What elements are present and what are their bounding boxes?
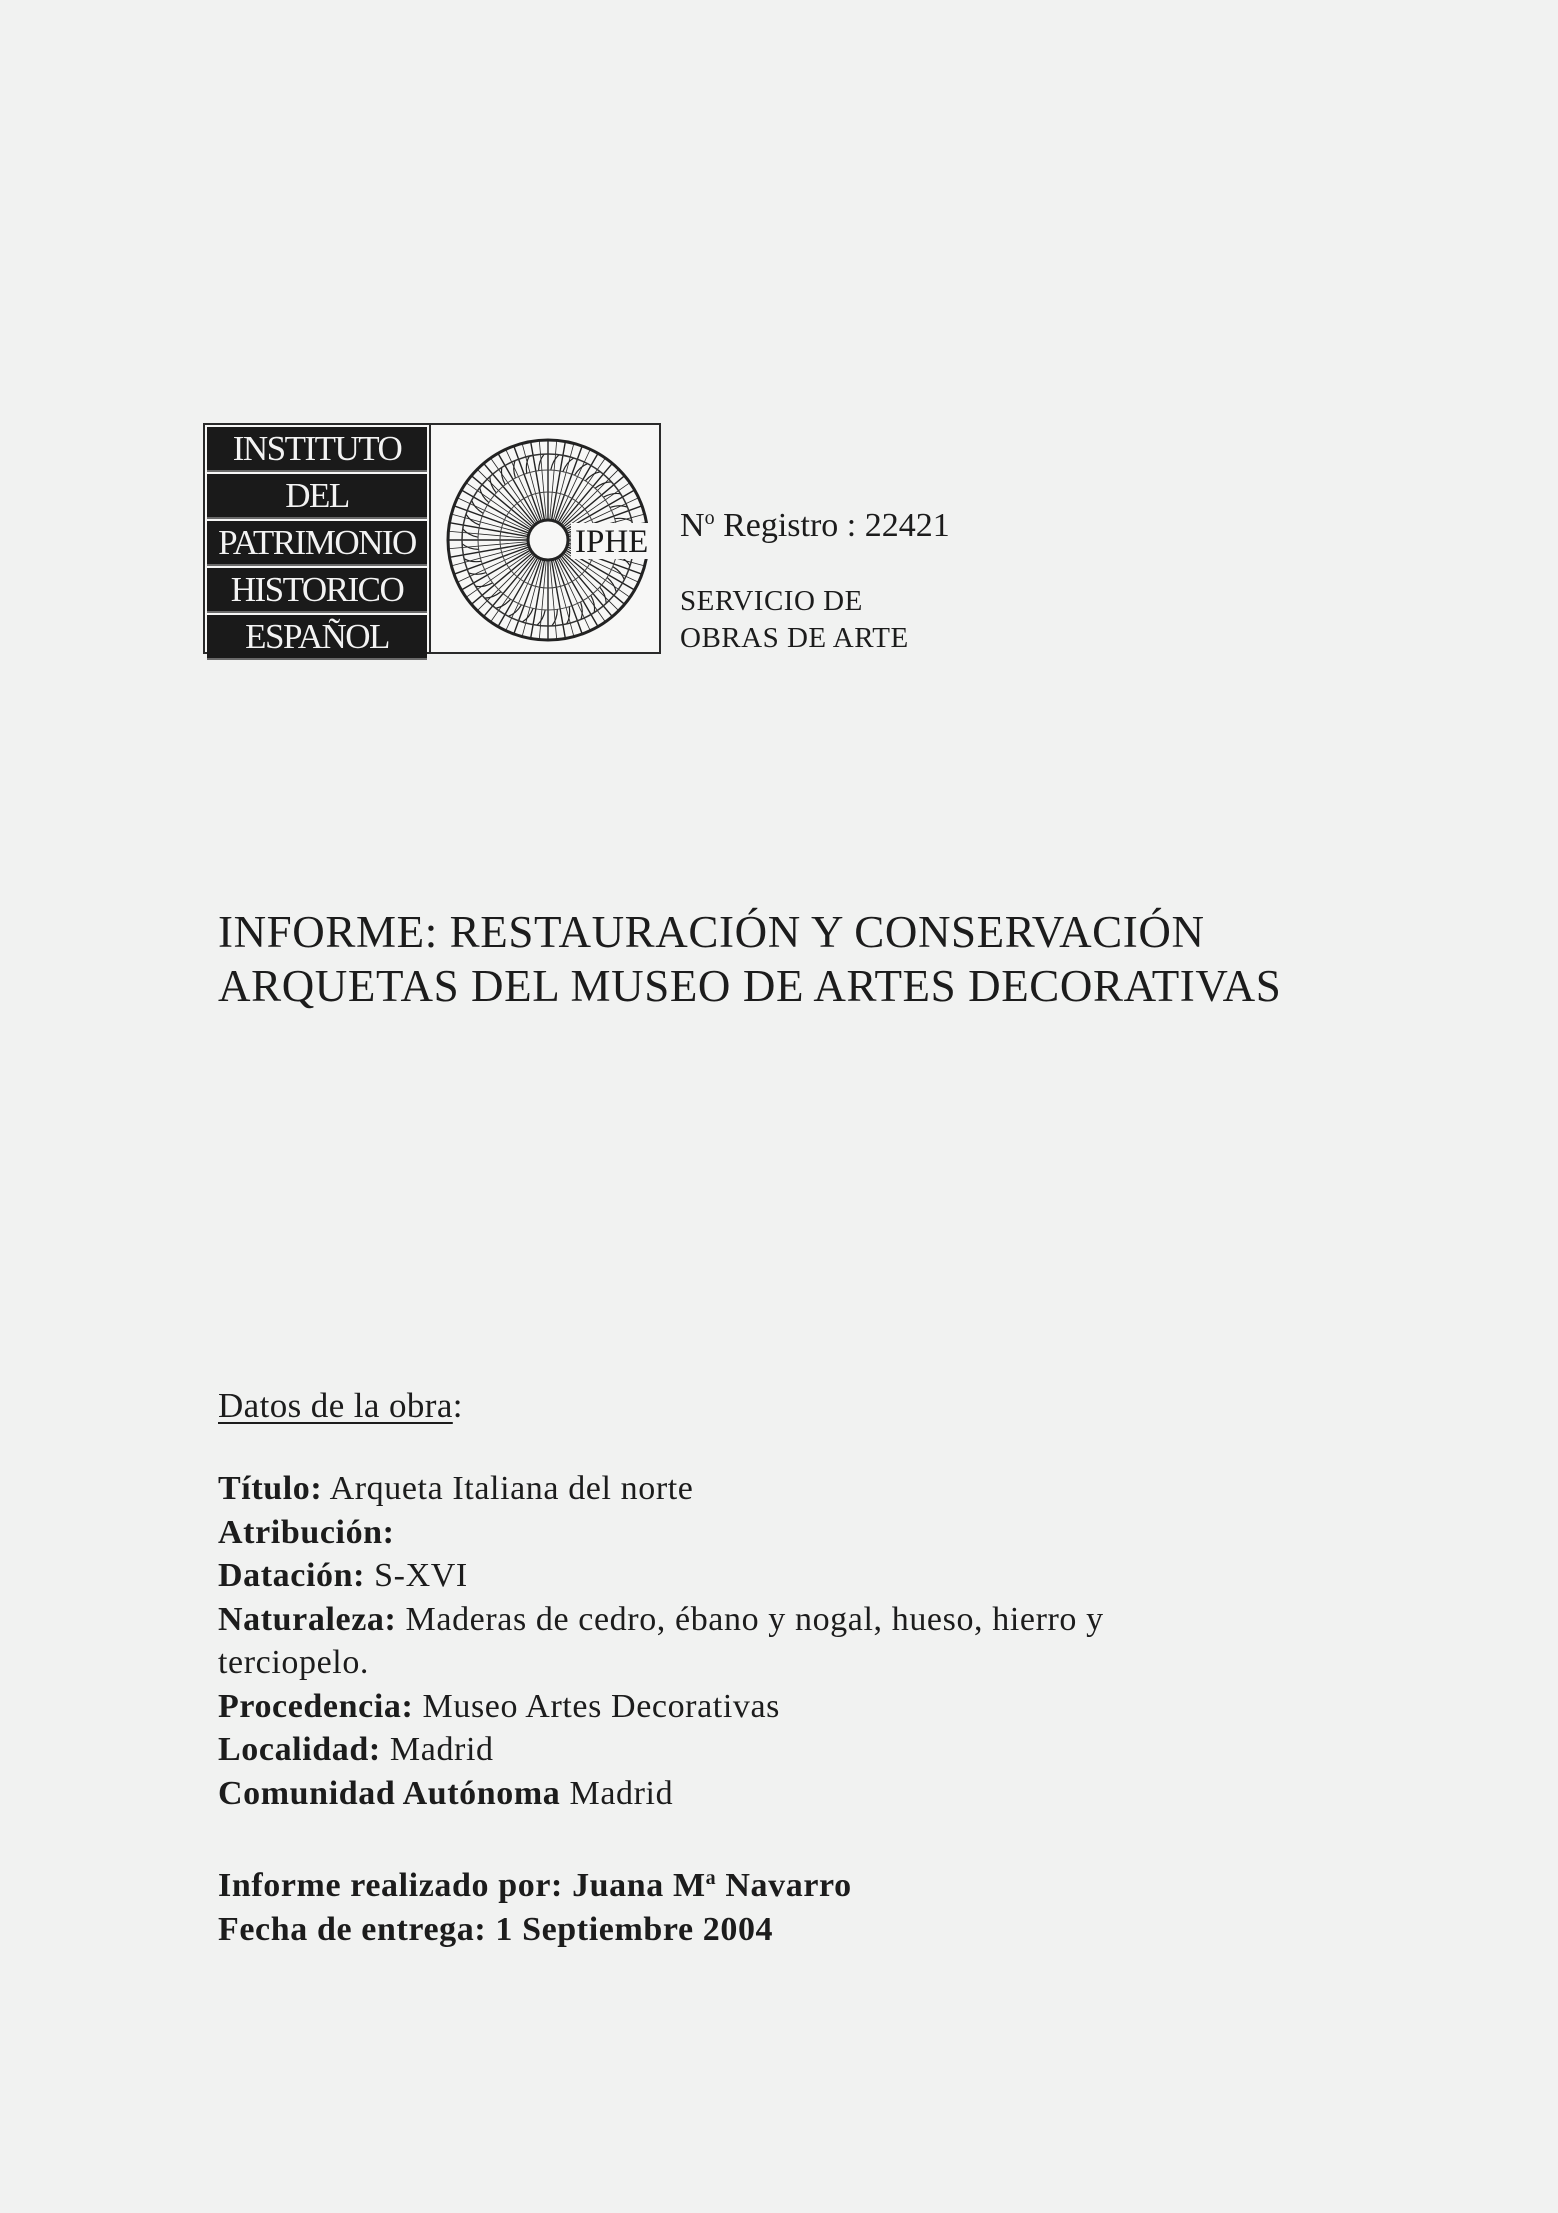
- logo-name-line: INSTITUTO: [207, 427, 427, 472]
- field-label: Atribución:: [218, 1513, 395, 1551]
- field-value: Madrid: [389, 1731, 494, 1768]
- field-datacion: [218, 1554, 1218, 1598]
- logo-institute-name: [207, 427, 427, 656]
- field-atribucion: [218, 1511, 1218, 1555]
- field-titulo: [218, 1467, 1218, 1511]
- registro-number: [680, 507, 950, 545]
- report-author-name: Juana M: [572, 1867, 706, 1904]
- seal-text: IPHE: [575, 524, 649, 560]
- field-localidad: [218, 1728, 1218, 1772]
- report-author-superscript: a: [705, 1867, 717, 1889]
- iphe-logo: [203, 423, 661, 654]
- field-value: Arqueta Italiana del norte: [329, 1470, 694, 1507]
- iphe-seal-icon: [439, 431, 657, 649]
- field-naturaleza: [218, 1598, 1218, 1685]
- report-author-surname: Navarro: [716, 1867, 852, 1904]
- field-label: Localidad:: [218, 1731, 381, 1768]
- logo-name-line: ESPAÑOL: [207, 615, 427, 660]
- registro-label-text: Registro :: [714, 507, 865, 544]
- logo-name-line: DEL: [207, 474, 427, 519]
- field-label: Comunidad Autónoma: [218, 1774, 561, 1812]
- report-date-value: 1 Septiembre 2004: [495, 1910, 774, 1948]
- servicio-line: SERVICIO DE: [680, 585, 863, 617]
- datos-heading: [218, 1386, 463, 1426]
- field-label: Datación:: [218, 1557, 366, 1594]
- report-title-line: INFORME: RESTAURACIÓN Y CONSERVACIÓN: [218, 907, 1205, 957]
- field-procedencia: [218, 1685, 1218, 1729]
- report-author-label: Informe realizado por:: [218, 1867, 563, 1904]
- datos-heading-colon: :: [452, 1386, 463, 1425]
- field-value: Maderas de cedro, ébano y nogal, hueso, hierro y terciopelo.: [218, 1600, 1104, 1681]
- datos-heading-text: Datos de la obra: [218, 1386, 453, 1425]
- field-value: Madrid: [569, 1774, 674, 1812]
- report-info: [218, 1857, 852, 1951]
- datos-fields: [218, 1467, 1218, 1815]
- servicio-label: [680, 583, 909, 657]
- field-comunidad: [218, 1772, 1218, 1816]
- field-value: Museo Artes Decorativas: [422, 1687, 781, 1725]
- report-date: [218, 1908, 852, 1952]
- report-date-label: Fecha de entrega:: [218, 1910, 487, 1948]
- report-title-line: ARQUETAS DEL MUSEO DE ARTES DECORATIVAS: [218, 961, 1282, 1011]
- logo-divider: [429, 425, 431, 652]
- field-label: Procedencia:: [218, 1687, 414, 1725]
- report-author: [218, 1857, 852, 1908]
- report-title: [218, 905, 1368, 1013]
- registro-label-superscript: o: [704, 507, 715, 529]
- registro-value: 22421: [864, 507, 950, 544]
- field-value: S-XVI: [374, 1557, 468, 1594]
- logo-name-line: PATRIMONIO: [207, 521, 427, 566]
- servicio-line: OBRAS DE ARTE: [680, 622, 909, 654]
- registro-label: N: [680, 507, 705, 544]
- logo-name-line: HISTORICO: [207, 568, 427, 613]
- field-label: Título:: [218, 1470, 323, 1507]
- field-label: Naturaleza:: [218, 1600, 397, 1638]
